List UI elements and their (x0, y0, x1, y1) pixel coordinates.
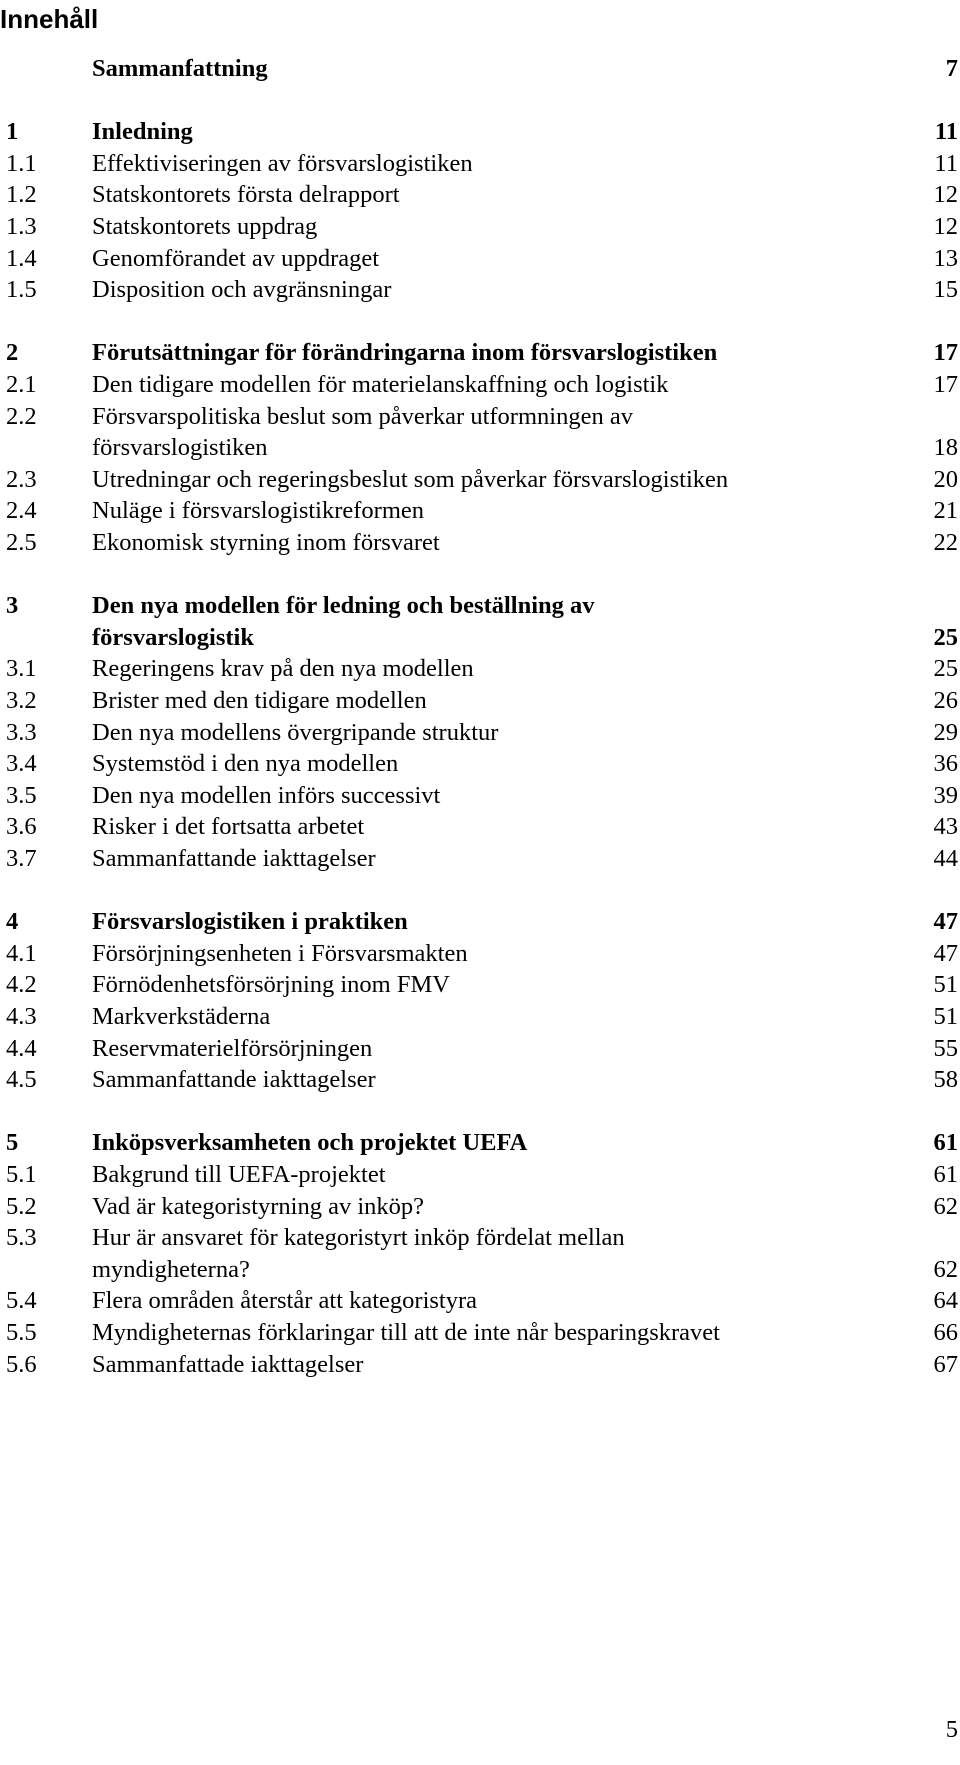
toc-entry-page: 12 (933, 181, 958, 209)
toc-section-5-3[interactable] (0, 1222, 960, 1254)
toc-section-4-4[interactable] (0, 1033, 960, 1065)
toc-entry-page: 47 (933, 908, 958, 936)
toc-entry-number: 2.2 (6, 402, 37, 430)
toc-entry-number: 4 (6, 908, 19, 936)
toc-entry-number: 1 (6, 118, 19, 146)
toc-entry-title: Försvarslogistiken i praktiken (92, 908, 408, 936)
toc-chapter-2[interactable] (0, 337, 960, 369)
toc-entry-number: 4.2 (6, 971, 37, 999)
toc-chapter-5[interactable] (0, 1127, 960, 1159)
toc-section-5-5[interactable] (0, 1317, 960, 1349)
toc-entry-number: 5.3 (6, 1224, 37, 1252)
toc-entry-page: 44 (933, 845, 958, 872)
toc-entry-title: myndigheterna? (92, 1255, 250, 1283)
toc-section-5-1[interactable] (0, 1159, 960, 1191)
toc-section-3-2[interactable] (0, 685, 960, 717)
toc-entry-page: 11 (934, 118, 958, 146)
toc-entry-title: Hur är ansvaret för kategoristyrt inköp fördelat mellan (92, 1224, 625, 1252)
toc-entry-page: 17 (933, 371, 958, 398)
toc-entry-number: 5.4 (6, 1287, 37, 1315)
toc-entry-title: Reservmaterielförsörjningen (92, 1034, 373, 1062)
toc-entry-title: försvarslogistik (92, 623, 254, 651)
toc-entry-page: 18 (933, 434, 958, 462)
toc-entry-number: 5.2 (6, 1192, 37, 1220)
toc-entry-page: 12 (933, 213, 958, 240)
toc-chapter-3-continued[interactable] (0, 622, 960, 654)
toc-entry-page: 43 (933, 813, 958, 841)
toc-section-3-7[interactable] (0, 843, 960, 875)
toc-entry-page: 22 (933, 529, 958, 556)
toc-entry-title: Myndigheternas förklaringar till att de inte når besparingskravet (92, 1319, 720, 1346)
toc-section-2-2[interactable] (0, 401, 960, 433)
toc-section-3-5[interactable] (0, 780, 960, 812)
toc-entry-number: 5 (6, 1129, 19, 1157)
toc-entry-number: 4.3 (6, 1003, 37, 1030)
toc-section-1-1[interactable] (0, 148, 960, 180)
toc-entry-page: 20 (933, 465, 958, 493)
toc-entry-number: 3.6 (6, 813, 37, 841)
toc-chapter-3[interactable] (0, 590, 960, 622)
toc-entry-number: 2.3 (6, 465, 37, 493)
toc-entry-number: 4.1 (6, 939, 37, 967)
toc-entry-number: 3.1 (6, 655, 37, 683)
toc-entry-page: 13 (933, 244, 958, 272)
toc-entry-page: 66 (933, 1319, 958, 1346)
toc-section-3-1[interactable] (0, 653, 960, 685)
toc-entry-title: Den nya modellen införs successivt (92, 781, 441, 809)
toc-entry-page: 29 (933, 718, 958, 746)
toc-entry-number: 4.4 (6, 1034, 37, 1062)
toc-section-5-2[interactable] (0, 1191, 960, 1223)
page-heading: Innehåll (0, 4, 99, 34)
toc-entry-number: 1.5 (6, 276, 37, 304)
toc-entry-title: Genomförandet av uppdraget (92, 244, 380, 272)
toc-entry-page: 47 (933, 939, 958, 967)
toc-entry-title: Risker i det fortsatta arbetet (92, 813, 365, 841)
toc-section-2-5[interactable] (0, 527, 960, 559)
toc-entry-title: Brister med den tidigare modellen (92, 687, 427, 714)
toc-entry-title: Sammanfattande iakttagelser (92, 845, 376, 872)
page-number: 5 (945, 1716, 958, 1743)
toc-entry-page: 51 (933, 1003, 958, 1030)
toc-section-2-4[interactable] (0, 495, 960, 527)
toc-entry-number: 1.4 (6, 244, 37, 272)
toc-entry-number: 2 (6, 339, 19, 367)
toc-entry-title: Vad är kategoristyrning av inköp? (92, 1192, 425, 1220)
toc-entry-title: Sammanfattning (92, 55, 268, 82)
toc-section-4-1[interactable] (0, 938, 960, 970)
toc-entry-title: Den nya modellen för ledning och beställning av (92, 592, 595, 620)
toc-section-3-6[interactable] (0, 811, 960, 843)
toc-entry-page: 62 (933, 1255, 958, 1283)
toc-entry-page: 15 (933, 276, 958, 304)
toc-entry-page: 7 (945, 55, 958, 82)
toc-entry-title: Disposition och avgränsningar (92, 276, 392, 304)
toc-section-2-2-continued[interactable] (0, 432, 960, 464)
toc-entry-title: Försvarspolitiska beslut som påverkar utformningen av (92, 402, 633, 430)
toc-section-4-2[interactable] (0, 969, 960, 1001)
toc-entry-title: Den tidigare modellen för materielanskaffning och logistik (92, 371, 669, 398)
toc-entry-number: 2.4 (6, 497, 37, 525)
toc-summary[interactable] (0, 53, 960, 85)
toc-entry-number: 3.3 (6, 718, 37, 746)
toc-entry-title: Nuläge i försvarslogistikreformen (92, 497, 425, 525)
toc-entry-page: 64 (933, 1287, 958, 1315)
toc-entry-title: Ekonomisk styrning inom försvaret (92, 529, 440, 556)
toc-entry-number: 1.2 (6, 181, 37, 209)
toc-entry-number: 3.2 (6, 687, 37, 714)
toc-section-1-4[interactable] (0, 243, 960, 275)
toc-entry-number: 2.1 (6, 371, 37, 398)
toc-entry-page: 67 (933, 1350, 958, 1378)
toc-section-4-3[interactable] (0, 1001, 960, 1033)
toc-entry-page: 11 (934, 149, 958, 177)
toc-section-1-5[interactable] (0, 274, 960, 306)
toc-entry-title: Sammanfattande iakttagelser (92, 1066, 376, 1094)
toc-entry-page: 25 (933, 623, 958, 651)
toc-entry-page: 17 (933, 339, 958, 367)
toc-entry-title: Förnödenhetsförsörjning inom FMV (92, 971, 450, 999)
toc-entry-number: 3 (6, 592, 19, 620)
toc-entry-number: 5.5 (6, 1319, 37, 1346)
toc-entry-number: 1.1 (6, 149, 37, 177)
toc-entry-title: Inköpsverksamheten och projektet UEFA (92, 1129, 528, 1157)
toc-section-1-2[interactable] (0, 179, 960, 211)
toc-entry-title: Utredningar och regeringsbeslut som påverkar försvarslogistiken (92, 465, 729, 493)
toc-entry-number: 2.5 (6, 529, 37, 556)
toc-entry-number: 3.7 (6, 845, 37, 872)
toc-entry-page: 36 (933, 750, 958, 778)
toc-entry-title: Den nya modellens övergripande struktur (92, 718, 499, 746)
toc-entry-title: Effektiviseringen av försvarslogistiken (92, 149, 473, 177)
toc-entry-title: Försörjningsenheten i Försvarsmakten (92, 939, 468, 967)
toc-entry-title: Förutsättningar för förändringarna inom försvarslogistiken (92, 339, 718, 367)
toc-entry-title: Inledning (92, 118, 193, 146)
toc-entry-title: Bakgrund till UEFA-projektet (92, 1161, 386, 1188)
toc-section-3-4[interactable] (0, 748, 960, 780)
toc-entry-page: 26 (933, 687, 958, 714)
toc-entry-page: 21 (933, 497, 958, 525)
toc-entry-title: försvarslogistiken (92, 434, 268, 462)
toc-entry-page: 61 (933, 1161, 958, 1188)
toc-entry-title: Statskontorets första delrapport (92, 181, 400, 209)
toc-entry-page: 55 (933, 1034, 958, 1062)
toc-chapter-1[interactable] (0, 116, 960, 148)
toc-entry-page: 61 (933, 1129, 958, 1157)
toc-section-2-1[interactable] (0, 369, 960, 401)
toc-chapter-4[interactable] (0, 906, 960, 938)
toc-entry-title: Sammanfattade iakttagelser (92, 1350, 364, 1378)
toc-entry-title: Regeringens krav på den nya modellen (92, 655, 474, 683)
toc-section-5-4[interactable] (0, 1285, 960, 1317)
toc-entry-title: Systemstöd i den nya modellen (92, 750, 399, 778)
toc-entry-title: Statskontorets uppdrag (92, 213, 318, 240)
toc-section-5-3-continued[interactable] (0, 1254, 960, 1286)
toc-entry-title: Markverkstäderna (92, 1003, 271, 1030)
toc-entry-page: 58 (933, 1066, 958, 1094)
toc-entry-number: 5.1 (6, 1161, 37, 1188)
toc-entry-number: 5.6 (6, 1350, 37, 1378)
toc-section-4-5[interactable] (0, 1064, 960, 1096)
toc-entry-number: 3.4 (6, 750, 37, 778)
toc-entry-page: 39 (933, 781, 958, 809)
toc-section-1-3[interactable] (0, 211, 960, 243)
toc-entry-number: 3.5 (6, 781, 37, 809)
toc-entry-number: 1.3 (6, 213, 37, 240)
toc-entry-number: 4.5 (6, 1066, 37, 1094)
toc-section-3-3[interactable] (0, 717, 960, 749)
toc-entry-title: Flera områden återstår att kategoristyra (92, 1287, 478, 1315)
toc-section-2-3[interactable] (0, 464, 960, 496)
toc-entry-page: 25 (933, 655, 958, 683)
toc-entry-page: 51 (933, 971, 958, 999)
toc-entry-page: 62 (933, 1192, 958, 1220)
toc-section-5-6[interactable] (0, 1349, 960, 1381)
